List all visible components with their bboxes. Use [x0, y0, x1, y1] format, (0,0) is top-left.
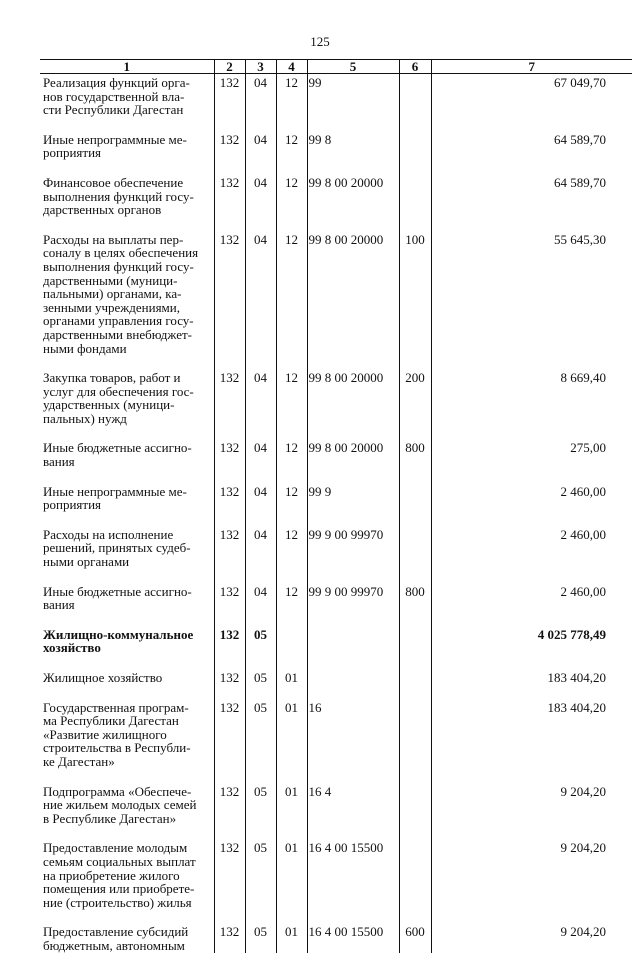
cell-section: 04 — [245, 74, 276, 131]
row-name-line: дарственными внебюджет- — [43, 326, 192, 342]
cell-subsection: 12 — [276, 526, 307, 583]
row-name-line: дарственных органов — [43, 202, 162, 218]
cell-section: 04 — [245, 583, 276, 626]
cell-target-article — [307, 669, 399, 699]
row-name-line: дарственными (муници- — [43, 272, 178, 288]
cell-expense-type — [399, 483, 431, 526]
cell-target-article: 16 4 00 15500 — [307, 839, 399, 923]
cell-subsection: 12 — [276, 439, 307, 482]
table-row — [40, 699, 632, 783]
row-name — [40, 783, 214, 840]
cell-target-article — [307, 626, 399, 669]
cell-amount: 9 204,20 — [431, 923, 632, 952]
table-row — [40, 839, 632, 923]
row-name-line: ние жильем молодых семей — [43, 797, 197, 813]
cell-subsection: 01 — [276, 839, 307, 923]
row-name — [40, 923, 214, 952]
cell-admin-code: 132 — [214, 439, 245, 482]
cell-amount: 275,00 — [431, 439, 632, 482]
row-name-line: Иные бюджетные ассигно- — [43, 583, 192, 599]
cell-admin-code: 132 — [214, 131, 245, 174]
cell-subsection: 01 — [276, 699, 307, 783]
cell-admin-code: 132 — [214, 583, 245, 626]
cell-section: 04 — [245, 131, 276, 174]
cell-amount: 64 589,70 — [431, 174, 632, 231]
row-name-line: Жилищно-коммунальное — [43, 626, 194, 642]
cell-expense-type: 600 — [399, 923, 431, 952]
row-name-line: бюджетным, автономным — [43, 937, 185, 953]
row-name-line: органами управления госу- — [43, 313, 194, 329]
cell-amount: 64 589,70 — [431, 131, 632, 174]
column-header-4: 4 — [276, 60, 307, 74]
row-name-line: услуг для обеспечения гос- — [43, 383, 194, 399]
row-name-line: Предоставление субсидий — [43, 924, 189, 940]
cell-admin-code: 132 — [214, 174, 245, 231]
cell-admin-code: 132 — [214, 669, 245, 699]
row-name-line: ными органами — [43, 554, 130, 570]
cell-expense-type: 800 — [399, 583, 431, 626]
row-name — [40, 369, 214, 439]
table-row — [40, 583, 632, 626]
cell-section: 04 — [245, 231, 276, 369]
cell-admin-code: 132 — [214, 699, 245, 783]
cell-section: 05 — [245, 783, 276, 840]
row-name — [40, 74, 214, 131]
cell-amount: 9 204,20 — [431, 783, 632, 840]
cell-amount: 9 204,20 — [431, 839, 632, 923]
cell-amount: 2 460,00 — [431, 526, 632, 583]
cell-subsection: 12 — [276, 174, 307, 231]
row-name-line: Расходы на выплаты пер- — [43, 231, 184, 247]
cell-amount: 55 645,30 — [431, 231, 632, 369]
cell-section: 04 — [245, 174, 276, 231]
cell-subsection: 12 — [276, 583, 307, 626]
cell-amount: 183 404,20 — [431, 699, 632, 783]
row-name-line: строительства в Республи- — [43, 740, 191, 756]
cell-expense-type: 100 — [399, 231, 431, 369]
cell-target-article: 16 — [307, 699, 399, 783]
row-name-line: помещения или приобрете- — [43, 881, 195, 897]
cell-expense-type — [399, 783, 431, 840]
cell-admin-code: 132 — [214, 783, 245, 840]
table-row — [40, 626, 632, 669]
cell-subsection — [276, 626, 307, 669]
cell-section: 04 — [245, 439, 276, 482]
cell-subsection: 01 — [276, 923, 307, 952]
cell-expense-type: 800 — [399, 439, 431, 482]
row-name-line: семьям социальных выплат — [43, 853, 196, 869]
cell-expense-type — [399, 131, 431, 174]
row-name-line: Государственная програм- — [43, 699, 189, 715]
cell-section: 05 — [245, 699, 276, 783]
row-name — [40, 583, 214, 626]
row-name-line: выполнения функций госу- — [43, 258, 194, 274]
cell-section: 05 — [245, 839, 276, 923]
cell-expense-type — [399, 626, 431, 669]
row-name-line: нов государственной вла- — [43, 88, 185, 104]
cell-admin-code: 132 — [214, 74, 245, 131]
cell-section: 04 — [245, 483, 276, 526]
cell-expense-type — [399, 669, 431, 699]
row-name-line: решений, принятых судеб- — [43, 540, 191, 556]
table-row — [40, 369, 632, 439]
cell-target-article: 99 9 — [307, 483, 399, 526]
row-name — [40, 174, 214, 231]
column-header-1: 1 — [40, 60, 214, 74]
row-name-line: хозяйство — [43, 640, 101, 656]
cell-admin-code: 132 — [214, 231, 245, 369]
cell-admin-code: 132 — [214, 923, 245, 952]
cell-section: 05 — [245, 669, 276, 699]
cell-section: 05 — [245, 626, 276, 669]
column-header-2: 2 — [214, 60, 245, 74]
cell-admin-code: 132 — [214, 369, 245, 439]
row-name-line: в Республике Дагестан» — [43, 810, 177, 826]
row-name — [40, 439, 214, 482]
table-row — [40, 483, 632, 526]
table-row — [40, 669, 632, 699]
row-name-line: вания — [43, 597, 75, 613]
table-row — [40, 74, 632, 131]
cell-subsection: 01 — [276, 669, 307, 699]
row-name-line: Расходы на исполнение — [43, 526, 174, 542]
cell-section: 05 — [245, 923, 276, 952]
table-row — [40, 526, 632, 583]
cell-target-article: 99 8 — [307, 131, 399, 174]
cell-amount: 2 460,00 — [431, 483, 632, 526]
cell-section: 04 — [245, 369, 276, 439]
cell-target-article: 99 9 00 99970 — [307, 526, 399, 583]
table-row — [40, 439, 632, 482]
cell-target-article: 16 4 00 15500 — [307, 923, 399, 952]
column-header-5: 5 — [307, 60, 399, 74]
row-name-line: Иные бюджетные ассигно- — [43, 440, 192, 456]
row-name — [40, 669, 214, 699]
row-name-line: соналу в целях обеспечения — [43, 245, 199, 261]
cell-amount: 67 049,70 — [431, 74, 632, 131]
row-name-line: «Развитие жилищного — [43, 726, 167, 742]
cell-subsection: 12 — [276, 483, 307, 526]
cell-expense-type: 200 — [399, 369, 431, 439]
row-name-line: ма Республики Дагестан — [43, 713, 179, 729]
cell-subsection: 01 — [276, 783, 307, 840]
row-name-line: Финансовое обеспечение — [43, 174, 184, 190]
row-name-line: Предоставление молодым — [43, 840, 188, 856]
row-name — [40, 526, 214, 583]
row-name-line: Подпрограмма «Обеспече- — [43, 783, 192, 799]
row-name — [40, 839, 214, 923]
cell-subsection: 12 — [276, 231, 307, 369]
cell-amount: 8 669,40 — [431, 369, 632, 439]
row-name-line: Иные непрограммные ме- — [43, 483, 187, 499]
cell-expense-type — [399, 74, 431, 131]
column-header-3: 3 — [245, 60, 276, 74]
row-name-line: ние (строительство) жилья — [43, 894, 192, 910]
row-name — [40, 231, 214, 369]
cell-expense-type — [399, 174, 431, 231]
table-row — [40, 231, 632, 369]
cell-admin-code: 132 — [214, 483, 245, 526]
cell-admin-code: 132 — [214, 626, 245, 669]
cell-subsection: 12 — [276, 131, 307, 174]
row-name-line: выполнения функций госу- — [43, 188, 194, 204]
row-name-line: сти Республики Дагестан — [43, 102, 184, 118]
row-name — [40, 483, 214, 526]
cell-target-article: 99 8 00 20000 — [307, 369, 399, 439]
cell-amount: 183 404,20 — [431, 669, 632, 699]
cell-target-article: 16 4 — [307, 783, 399, 840]
cell-subsection: 12 — [276, 369, 307, 439]
row-name — [40, 626, 214, 669]
table-body — [40, 74, 632, 953]
column-header-6: 6 — [399, 60, 431, 74]
table-row — [40, 174, 632, 231]
cell-expense-type — [399, 526, 431, 583]
cell-target-article: 99 8 00 20000 — [307, 231, 399, 369]
row-name-line: Жилищное хозяйство — [43, 670, 163, 685]
table-header — [40, 60, 632, 74]
cell-expense-type — [399, 699, 431, 783]
cell-subsection: 12 — [276, 74, 307, 131]
row-name-line: зенными учреждениями, — [43, 299, 180, 315]
row-name — [40, 699, 214, 783]
row-name-line: на приобретение жилого — [43, 867, 180, 883]
table-row — [40, 783, 632, 840]
page-number: 125 — [310, 34, 330, 49]
row-name-line: Реализация функций орга- — [43, 75, 190, 90]
cell-target-article: 99 9 00 99970 — [307, 583, 399, 626]
budget-table — [40, 59, 632, 953]
cell-expense-type — [399, 839, 431, 923]
row-name-line: ными фондами — [43, 340, 127, 356]
column-header-7: 7 — [431, 60, 632, 74]
row-name-line: ударственных (муници- — [43, 397, 175, 413]
cell-target-article: 99 — [307, 74, 399, 131]
cell-target-article: 99 8 00 20000 — [307, 174, 399, 231]
row-name-line: вания — [43, 454, 75, 470]
cell-amount: 2 460,00 — [431, 583, 632, 626]
cell-admin-code: 132 — [214, 526, 245, 583]
row-name-line: роприятия — [43, 497, 102, 513]
table-row — [40, 131, 632, 174]
cell-section: 04 — [245, 526, 276, 583]
table-row — [40, 923, 632, 952]
row-name-line: ке Дагестан» — [43, 753, 115, 769]
row-name-line: пальных) нужд — [43, 410, 127, 426]
row-name-line: пальными) органами, ка- — [43, 286, 182, 302]
cell-amount: 4 025 778,49 — [431, 626, 632, 669]
cell-admin-code: 132 — [214, 839, 245, 923]
row-name-line: Закупка товаров, работ и — [43, 370, 181, 386]
row-name-line: Иные непрограммные ме- — [43, 131, 187, 147]
row-name-line: роприятия — [43, 145, 102, 161]
cell-target-article: 99 8 00 20000 — [307, 439, 399, 482]
row-name — [40, 131, 214, 174]
